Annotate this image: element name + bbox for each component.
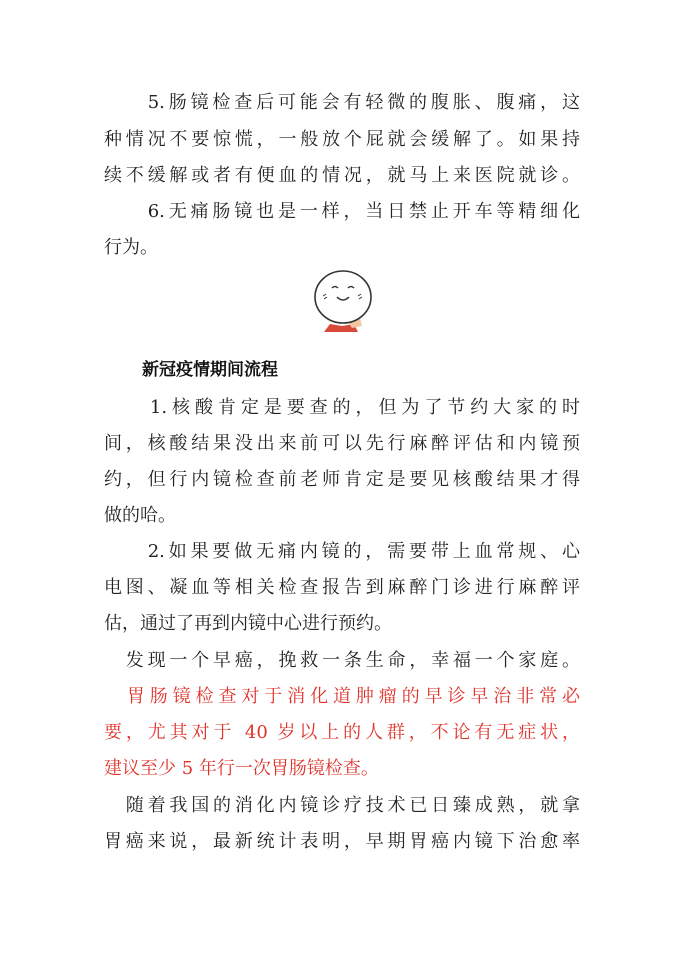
text-line: 行为。 [104, 237, 158, 258]
text-line: 胃癌来说，最新统计表明，早期胃癌内镜下治愈率 [104, 831, 580, 852]
text-line: 续不缓解或者有便血的情况，就马上来医院就诊。 [104, 165, 580, 186]
smiling-bun-emoji-icon [312, 266, 374, 332]
text-line: 估，通过了再到内镜中心进行预约。 [104, 613, 392, 634]
section-heading: 新冠疫情期间流程 [142, 360, 278, 380]
text-line: 随着我国的消化内镜诊疗技术已日臻成熟，就拿 [104, 795, 580, 816]
highlight-line: 胃肠镜检查对于消化道肿瘤的早诊早治非常必 [104, 686, 580, 707]
text-line: 2.如果要做无痛内镜的，需要带上血常规、心 [104, 541, 580, 562]
text-line: 约，但行内镜检查前老师肯定是要见核酸结果才得 [104, 469, 580, 490]
text-line: 发现一个早癌，挽救一条生命，幸福一个家庭。 [104, 650, 580, 671]
highlight-line: 建议至少 5 年行一次胃肠镜检查。 [104, 758, 379, 779]
highlight-line: 要，尤其对于 40 岁以上的人群，不论有无症状， [104, 722, 580, 743]
text-line: 5.肠镜检查后可能会有轻微的腹胀、腹痛，这 [104, 92, 580, 113]
text-line: 间，核酸结果没出来前可以先行麻醉评估和内镜预 [104, 433, 580, 454]
text-line: 1.核酸肯定是要查的，但为了节约大家的时 [104, 397, 580, 418]
text-line: 6.无痛肠镜也是一样，当日禁止开车等精细化 [104, 201, 580, 222]
text-line: 种情况不要惊慌，一般放个屁就会缓解了。如果持 [104, 129, 580, 150]
text-line: 电图、凝血等相关检查报告到麻醉门诊进行麻醉评 [104, 577, 580, 598]
text-line: 做的哈。 [104, 505, 176, 526]
